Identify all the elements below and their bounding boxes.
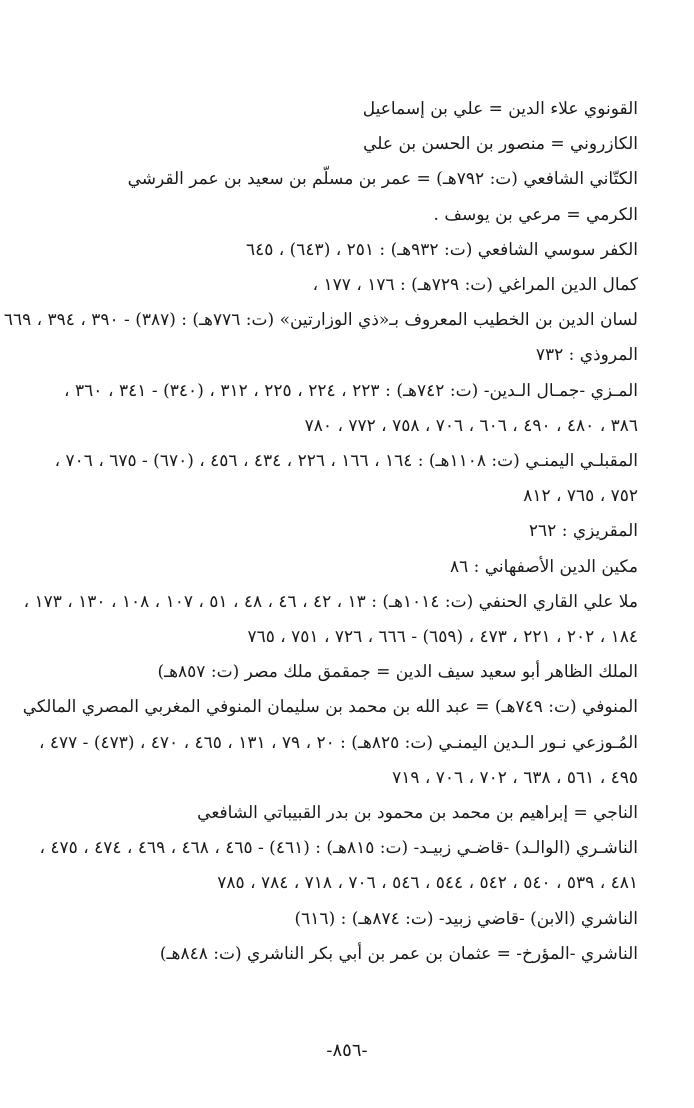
- page-number: -٨٥٦-: [326, 1040, 368, 1061]
- index-entry: الناشري (الابن) -قاضي زبيد- (ت: ٨٧٤هـ) : (٦١٦): [294, 908, 638, 929]
- index-entry-continuation: ١٨٤ ، ٢٠٢ ، ٢٢١ ، ٤٧٣ ، (٦٥٩) - ٦٦٦ ، ٧٢٦ ، ٧٥١ ، ٧٦٥: [247, 627, 638, 648]
- index-entry: المنوفي (ت: ٧٤٩هـ) = عبد الله بن محمد بن سليمان المنوفي المغربي المصري المالكي: [22, 697, 638, 718]
- index-entry: الناجي = إبراهيم بن محمد بن محمود بن بدر القبيباتي الشافعي: [197, 803, 638, 824]
- index-entry-continuation: ٤٩٥ ، ٥٦١ ، ٦٣٨ ، ٧٠٢ ، ٧٠٦ ، ٧١٩: [392, 767, 638, 788]
- index-entries: [3, 92, 639, 972]
- index-entry: المروذي : ٧٣٢: [535, 345, 638, 366]
- index-entry: الملك الظاهر أبو سعيد سيف الدين = جمقمق ملك مصر (ت: ٨٥٧هـ): [157, 662, 638, 683]
- index-entry: لسان الدين بن الخطيب المعروف بـ«ذي الوزارتين» (ت: ٧٧٦هـ) : (٣٨٧) - ٣٩٠ ، ٣٩٤ ، ٦٦٩: [3, 310, 638, 331]
- index-entry-continuation: ٧٥٢ ، ٧٦٥ ، ٨١٢: [523, 486, 638, 507]
- index-entry: المـزي -جمـال الـدين- (ت: ٧٤٢هـ) : ٢٢٣ ، ٢٢٤ ، ٢٢٥ ، ٣١٢ ، (٣٤٠) - ٣٤١ ، ٣٦٠ ،: [64, 380, 639, 401]
- index-entry: مكين الدين الأصفهاني : ٨٦: [449, 556, 638, 577]
- index-entry: الكرمي = مرعي بن يوسف .: [433, 204, 638, 225]
- index-entry-continuation: ٣٨٦ ، ٤٨٠ ، ٤٩٠ ، ٦٠٦ ، ٧٠٦ ، ٧٥٨ ، ٧٧٢ ، ٧٨٠: [304, 415, 638, 436]
- index-entry: كمال الدين المراغي (ت: ٧٢٩هـ) : ١٧٦ ، ١٧٧ ،: [312, 275, 638, 296]
- index-entry: الناشري -المؤرخ- = عثمان بن عمر بن أبي بكر الناشري (ت: ٨٤٨هـ): [159, 943, 638, 964]
- index-entry: ملا علي القاري الحنفي (ت: ١٠١٤هـ) : ١٣ ، ٤٢ ، ٤٦ ، ٤٨ ، ٥١ ، ١٠٧ ، ١٠٨ ، ١٣٠ ، ١٧٣ ،: [23, 591, 638, 612]
- index-entry: الناشـري (الوالـد) -قاضـي زبيـد- (ت: ٨١٥هـ) : (٤٦١) - ٤٦٥ ، ٤٦٨ ، ٤٦٩ ، ٤٧٤ ، ٤٧٥ ،: [39, 838, 638, 859]
- index-entry: الكتّاني الشافعي (ت: ٧٩٢هـ) = عمر بن مسلّم بن سعيد بن عمر القرشي: [127, 169, 638, 190]
- index-entry-continuation: ٤٨١ ، ٥٣٩ ، ٥٤٠ ، ٥٤٢ ، ٥٤٤ ، ٥٤٦ ، ٧٠٦ ، ٧١٨ ، ٧٨٤ ، ٧٨٥: [217, 873, 638, 894]
- index-entry: المقريزي : ٢٦٢: [528, 521, 638, 542]
- index-entry: الكازروني = منصور بن الحسن بن علي: [363, 134, 638, 155]
- index-entry: المُـوزعي نـور الـدين اليمنـي (ت: ٨٢٥هـ) : ٢٠ ، ٧٩ ، ١٣١ ، ٤٦٥ ، ٤٧٠ ، (٤٧٣) - ٤٧٧ ،: [38, 732, 638, 753]
- index-entry: القونوي علاء الدين = علي بن إسماعيل: [362, 99, 638, 119]
- index-entry: المقبلـي اليمنـي (ت: ١١٠٨هـ) : ١٦٤ ، ١٦٦ ، ٢٢٦ ، ٤٣٤ ، ٤٥٦ ، (٦٧٠) - ٦٧٥ ، ٧٠٦ ،: [54, 451, 638, 472]
- index-entry: الكفر سوسي الشافعي (ت: ٩٣٢هـ) : ٢٥١ ، (٦٤٣) ، ٦٤٥: [245, 239, 638, 260]
